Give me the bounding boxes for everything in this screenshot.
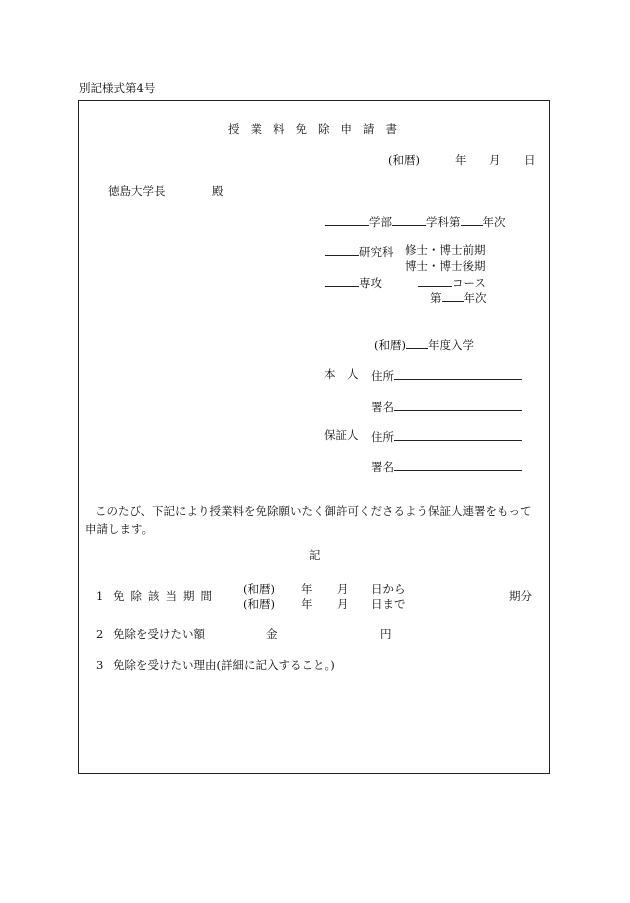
undergrad-year-label: 年次 [482, 215, 506, 229]
item-2-number: 2 [96, 627, 104, 641]
item-1-number: 1 [96, 589, 104, 603]
entry-year-blank[interactable] [406, 338, 428, 349]
master-doctor-first: 修士・博士前期 [405, 243, 486, 257]
applicant-signature-line [371, 400, 522, 414]
item-3-number: 3 [96, 658, 104, 672]
department-label: 学科第 [426, 215, 461, 229]
applicant-address-label: 住所 [371, 369, 394, 383]
item-2-currency: 金 [266, 627, 278, 641]
item-1-from-month: 月 [337, 582, 349, 596]
item-1-to-month: 月 [337, 597, 349, 611]
date-era: (和暦) [388, 153, 420, 167]
date-year: 年 [455, 153, 467, 167]
entry-era: (和暦) [374, 338, 406, 352]
addressee-name: 徳島大学長 [108, 184, 166, 198]
item-3-label: 免除を受けたい理由(詳細に記入すること。) [113, 658, 335, 672]
item-1-from-day: 日から [371, 582, 406, 596]
undergrad-year-blank[interactable] [461, 215, 483, 226]
addressee-honorific: 殿 [212, 184, 224, 198]
faculty-blank[interactable] [325, 215, 369, 226]
applicant-address-line [371, 369, 522, 383]
item-1-period: 期分 [509, 589, 532, 603]
item-1-to-day: 日まで [371, 597, 406, 611]
date-day: 日 [524, 153, 536, 167]
grad-year-label: 年次 [463, 291, 487, 305]
applicant-signature-label: 署名 [371, 400, 394, 414]
course-blank[interactable] [418, 276, 452, 287]
item-1-label: 免除該当期間 [113, 589, 218, 603]
request-paragraph: このたび、下記により授業料を免除願いたく御許可くださるよう保証人連署をもって申請します。 [85, 504, 532, 536]
entry-year-line [374, 338, 474, 352]
applicant-address-blank[interactable] [394, 369, 522, 380]
major-blank[interactable] [325, 276, 359, 287]
guarantor-label: 保証人 [324, 428, 359, 442]
major-line [325, 276, 382, 290]
guarantor-address-line [371, 430, 522, 444]
department-blank[interactable] [392, 215, 426, 226]
grad-no-label: 第 [430, 291, 442, 305]
guarantor-signature-blank[interactable] [394, 460, 522, 471]
applicant-label: 本 人 [324, 367, 359, 381]
faculty-label: 学部 [369, 215, 392, 229]
undergrad-line [325, 215, 506, 229]
form-title: 授業料免除申請書 [228, 122, 408, 136]
grad-year-blank[interactable] [442, 291, 464, 302]
date-month: 月 [489, 153, 501, 167]
doctor-later: 博士・博士後期 [405, 259, 486, 273]
guarantor-address-blank[interactable] [394, 430, 522, 441]
entry-year-label: 年度入学 [427, 338, 474, 352]
ki-heading: 記 [309, 548, 321, 562]
graduate-school-blank[interactable] [325, 245, 359, 256]
graduate-school-line [325, 245, 394, 259]
guarantor-signature-line [371, 460, 522, 474]
item-1-to-year: 年 [301, 597, 313, 611]
item-1-from-year: 年 [301, 582, 313, 596]
major-label: 専攻 [359, 276, 382, 290]
graduate-school-label: 研究科 [359, 245, 394, 259]
course-label: コース [452, 276, 486, 290]
course-line [418, 276, 486, 290]
item-1-from-era: (和暦) [243, 582, 275, 596]
item-2-label: 免除を受けたい額 [113, 627, 205, 641]
grad-year-line [430, 291, 487, 305]
item-1-to-era: (和暦) [243, 597, 275, 611]
guarantor-signature-label: 署名 [371, 460, 394, 474]
item-2-unit: 円 [380, 627, 392, 641]
applicant-signature-blank[interactable] [394, 400, 522, 411]
guarantor-address-label: 住所 [371, 430, 394, 444]
form-number: 別記様式第4号 [79, 81, 156, 95]
